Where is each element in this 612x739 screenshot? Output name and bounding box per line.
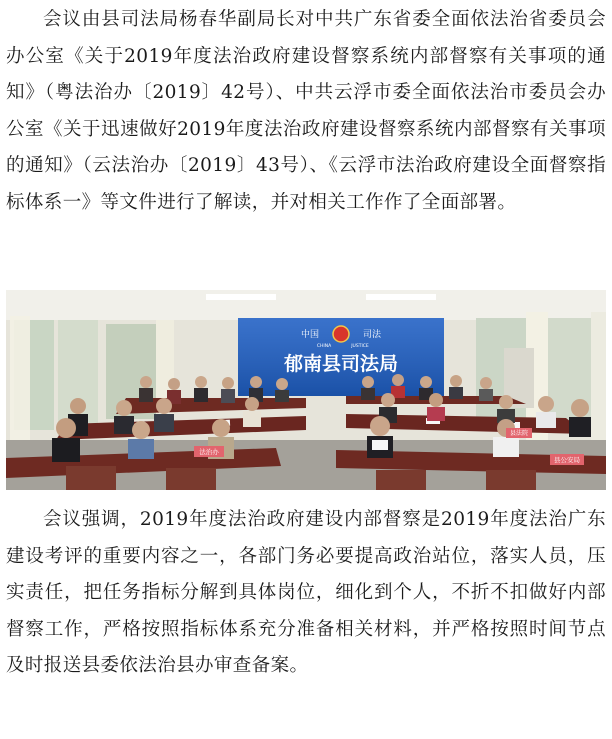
banner-logo-sub2: JUSTICE — [351, 344, 369, 349]
paragraph-2: 会议强调，2019年度法治政府建设内部督察是2019年度法治广东建设考评的重要内容之一，各部门务必要提高政治站位，落实人员，压实责任，把任务指标分解到具体岗位，细化到个人，不折不扣做好内部督察工作，严格按照指标体系充分准备相关材料，并严格按照时间节点及时报送县委依法治县办审查备案。 — [6, 509, 606, 676]
paragraph-1: 会议由县司法局杨春华副局长对中共广东省委全面依法治省委员会办公室《关于2019年度法治政府建设督察系统内部督察有关事项的通知》（粤法治办〔2019〕42号）、中共云浮市委全面依法治市委员会办公室《关于迅速做好2019年度法治政府建设督察系统内部督察有关事项的通知》（云法治办〔2019〕43号）、《云浮市法治政府建设全面督察指标体系一》等文件进行了解读，并对相关工作作了全面部署。 — [6, 9, 606, 213]
banner-logo-sub1: CHINA — [316, 344, 332, 349]
meeting-photo — [6, 290, 606, 490]
name-card-1: 法治办 — [199, 448, 219, 456]
banner-logo-line1: 中国 — [300, 330, 320, 340]
name-card-2: 县法院 — [509, 430, 529, 437]
banner-title: 郁南县司法局 — [283, 353, 399, 375]
name-card-3: 县公安局 — [554, 456, 580, 464]
justice-emblem-icon — [333, 326, 349, 342]
banner-logo-line2: 司法 — [362, 330, 382, 340]
